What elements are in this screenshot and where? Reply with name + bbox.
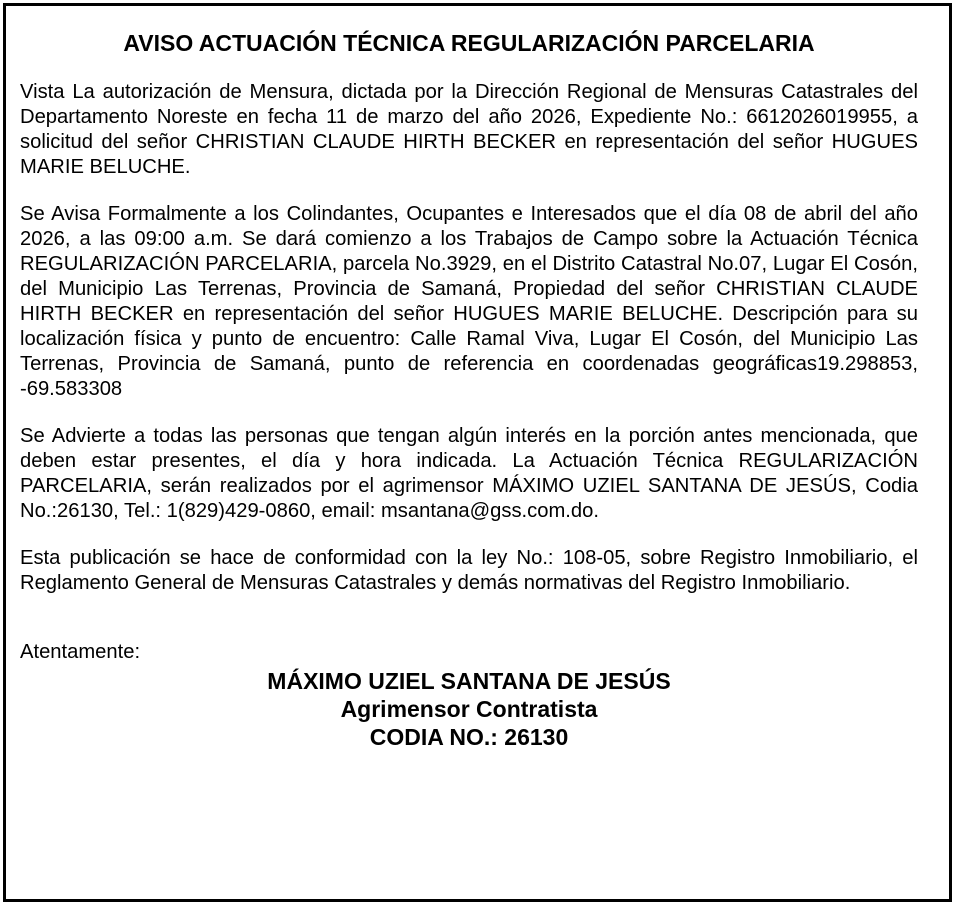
signature-role: Agrimensor Contratista xyxy=(340,696,598,722)
paragraph-warning: Se Advierte a todas las personas que tengan algún interés en la porción antes mencionada, que deben estar presentes, el día y hora indicada. La Actuación Técnica REGULARIZACIÓN PARCELARIA, serán realizados por el agrimensor MÁXIMO UZIEL SANTANA DE JESÚS, Codia No.:26130, Tel.: 1(829)429-0860, email: msantana@gss.com.do. xyxy=(20,425,918,522)
notice-title: AVISO ACTUACIÓN TÉCNICA REGULARIZACIÓN PARCELARIA xyxy=(123,30,815,56)
paragraph-legal-basis: Esta publicación se hace de conformidad con la ley No.: 108-05, sobre Registro Inmobiliario, el Reglamento General de Mensuras Catastrales y demás normativas del Registro Inmobiliario. xyxy=(20,547,918,594)
paragraph-authorization: Vista La autorización de Mensura, dictada por la Dirección Regional de Mensuras Catastrales del Departamento Noreste en fecha 11 de marzo del año 2026, Expediente No.: 6612026019955, a solicitud del señor CHRISTIAN CLAUDE HIRTH BECKER en representación del señor HUGUES MARIE BELUCHE. xyxy=(20,81,918,178)
notice-content xyxy=(20,28,918,751)
signature-codia: CODIA NO.: 26130 xyxy=(369,724,569,750)
paragraph-formal-notice: Se Avisa Formalmente a los Colindantes, Ocupantes e Interesados que el día 08 de abril del año 2026, a las 09:00 a.m. Se dará comienzo a los Trabajos de Campo sobre la Actuación Técnica REGULARIZACIÓN PARCELARIA, parcela No.3929, en el Distrito Catastral No.07, Lugar El Cosón, del Municipio Las Terrenas, Provincia de Samaná, Propiedad del señor CHRISTIAN CLAUDE HIRTH BECKER en representación del señor HUGUES MARIE BELUCHE. Descripción para su localización física y punto de encuentro: Calle Ramal Viva, Lugar El Cosón, del Municipio Las Terrenas, Provincia de Samaná, punto de referencia en coordenadas geográficas19.298853, -69.583308 xyxy=(20,203,918,400)
closing-salutation: Atentamente: xyxy=(20,641,141,663)
signature-name: MÁXIMO UZIEL SANTANA DE JESÚS xyxy=(267,668,671,694)
